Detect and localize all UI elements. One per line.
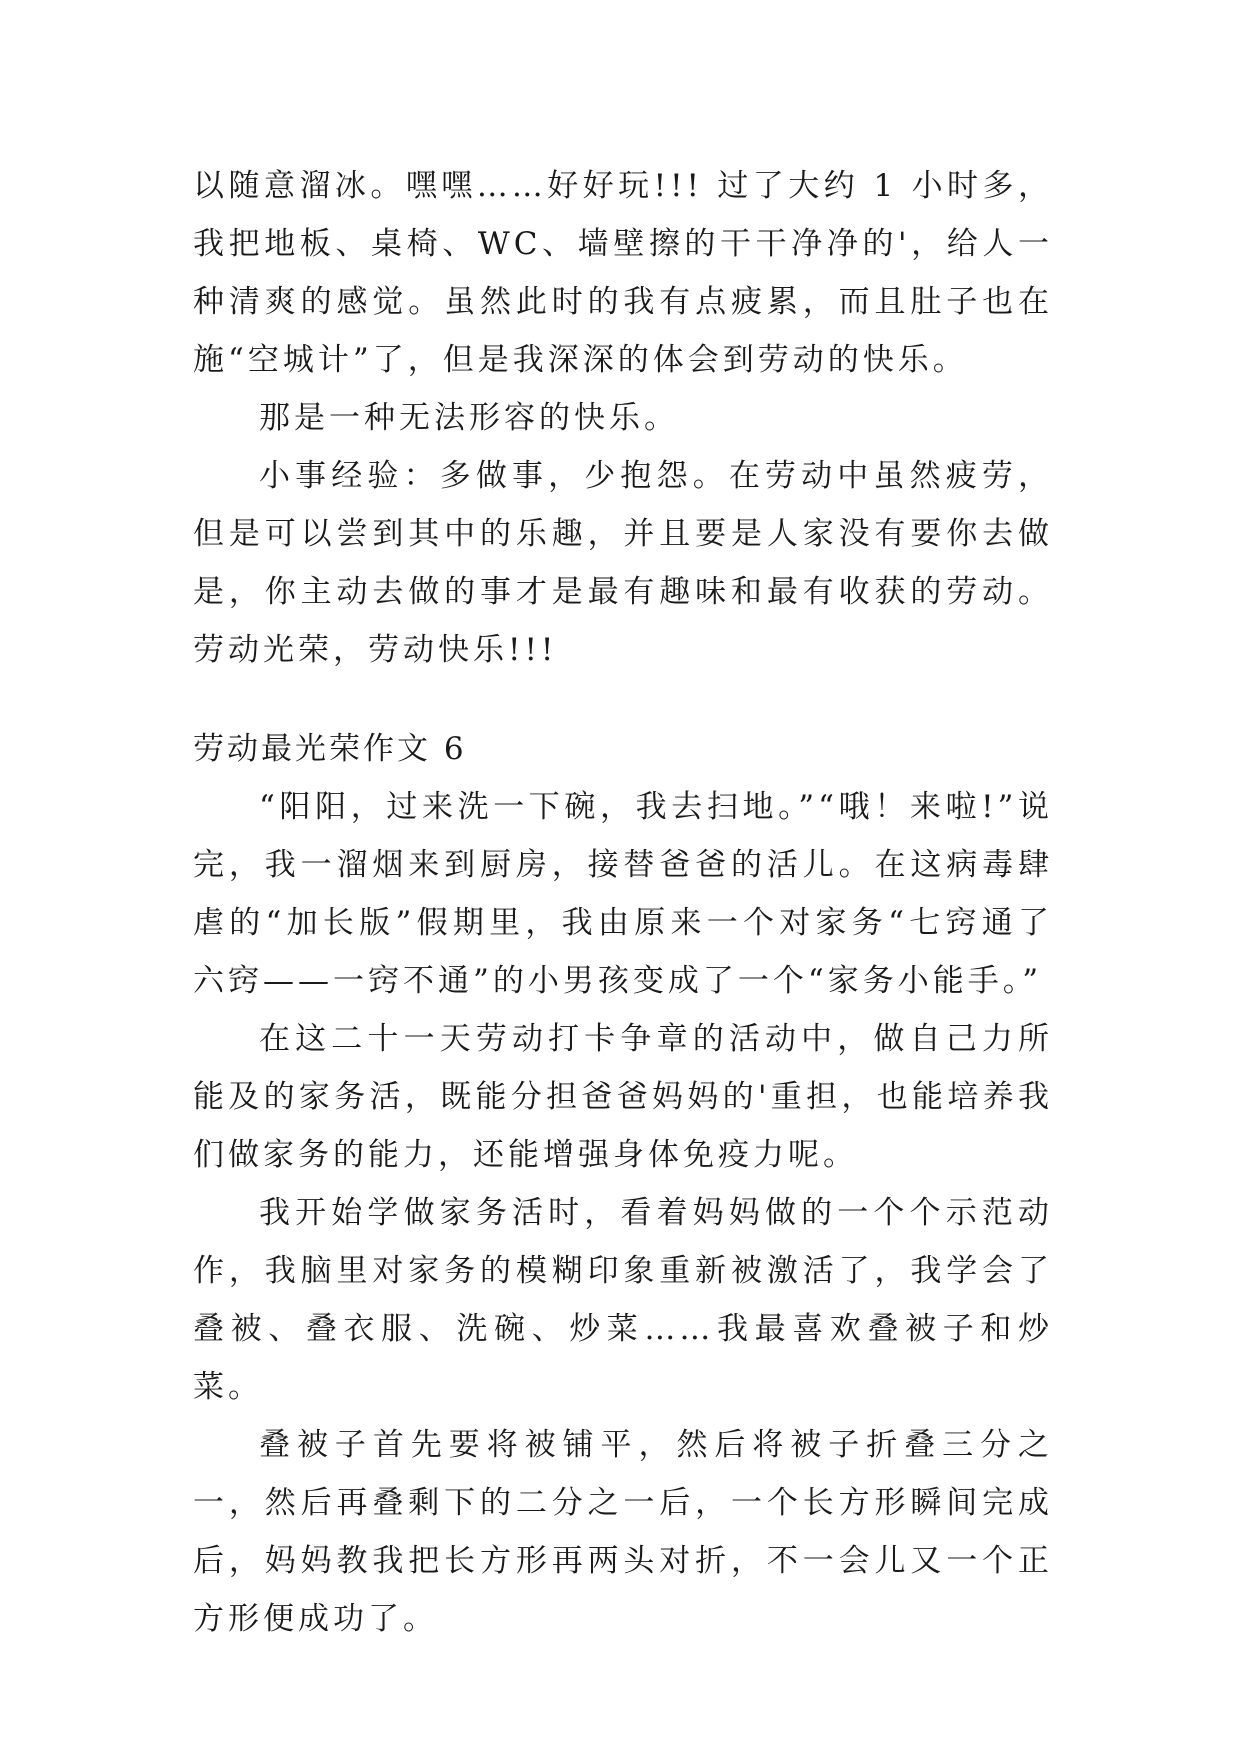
paragraph: 那是一种无法形容的快乐。 xyxy=(259,400,679,436)
paragraph: 以随意溜冰。嘿嘿……好好玩!!! 过了大约 1 小时多，我把地板、桌椅、WC、墙壁擦的干干净净的'，给人一种清爽的感觉。虽然此时的我有点疲累，而且肚子也在施“空城计”了，但是我深深的体会到劳动的快乐。 xyxy=(193,168,1053,378)
essay-title: 劳动最光荣作文 6 xyxy=(193,731,467,767)
paragraph: 叠被子首先要将被铺平，然后将被子折叠三分之一，然后再叠剩下的二分之一后，一个长方形瞬间完成后，妈妈教我把长方形再两头对折，不一会儿又一个正方形便成功了。 xyxy=(193,1427,1053,1637)
paragraph: 在这二十一天劳动打卡争章的活动中，做自己力所能及的家务活，既能分担爸爸妈妈的'重担，也能培养我们做家务的能力，还能增强身体免疫力呢。 xyxy=(193,1021,1053,1173)
paragraph: 我开始学做家务活时，看着妈妈做的一个个示范动作，我脑里对家务的模糊印象重新被激活了，我学会了叠被、叠衣服、洗碗、炒菜……我最喜欢叠被子和炒菜。 xyxy=(193,1195,1053,1405)
essay-6 xyxy=(193,720,1053,1648)
essay-5-ending xyxy=(193,157,1053,679)
paragraph: “阳阳，过来洗一下碗，我去扫地。”“哦！来啦!”说完，我一溜烟来到厨房，接替爸爸的活儿。在这病毒肆虐的“加长版”假期里，我由原来一个对家务“七窍通了六窍——一窍不通”的小男孩变成了一个“家务小能手。” xyxy=(193,789,1053,999)
paragraph: 小事经验：多做事，少抱怨。在劳动中虽然疲劳，但是可以尝到其中的乐趣，并且要是人家没有要你去做是，你主动去做的事才是最有趣味和最有收获的劳动。劳动光荣，劳动快乐!!! xyxy=(193,458,1053,668)
